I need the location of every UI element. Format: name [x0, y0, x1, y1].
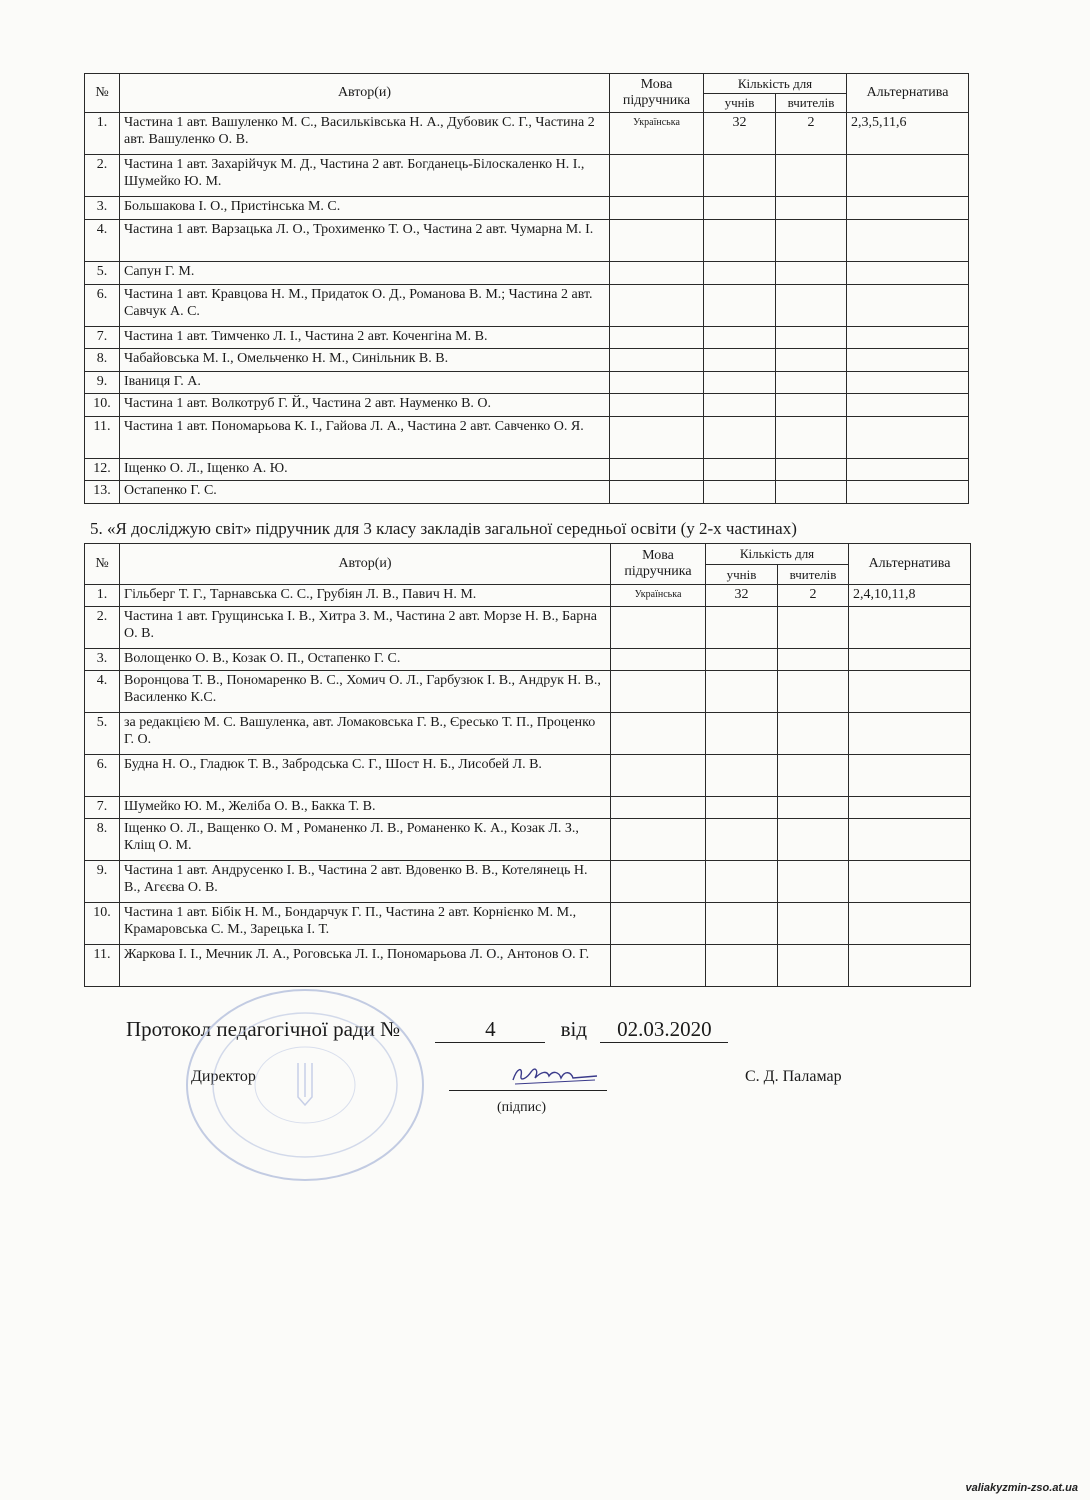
table-row: [85, 755, 971, 797]
row-number: 2.: [85, 155, 120, 197]
row-alternative: [847, 262, 969, 285]
row-alternative: [849, 755, 971, 797]
row-language: [610, 327, 704, 349]
row-number: 11.: [85, 945, 120, 987]
row-language: [610, 220, 704, 262]
row-students: [704, 327, 776, 349]
row-author: Частина 1 авт. Андрусенко І. В., Частина 2 авт. Вдовенко В. В., Котелянець Н. В., Агєєва О. В.: [120, 861, 611, 903]
row-number: 7.: [85, 327, 120, 349]
row-teachers: [778, 819, 849, 861]
protocol-date-label: від: [560, 1017, 588, 1041]
row-alternative: [847, 349, 969, 372]
row-language: [611, 671, 706, 713]
official-stamp-image: [180, 985, 430, 1185]
table-2-body: [85, 585, 971, 987]
row-teachers: [776, 220, 847, 262]
table-row: [85, 349, 969, 372]
row-author: Іваниця Г. А.: [120, 372, 610, 394]
row-alternative: [847, 285, 969, 327]
row-language: [610, 262, 704, 285]
row-teachers: 2: [776, 113, 847, 155]
textbook-table-2: [84, 543, 971, 987]
protocol-date: 02.03.2020: [600, 1017, 728, 1043]
row-alternative: [847, 220, 969, 262]
header-alternative: Альтернатива: [849, 544, 971, 585]
row-students: [704, 155, 776, 197]
table-row: [85, 649, 971, 671]
row-author: Частина 1 авт. Бібік Н. М., Бондарчук Г. П., Частина 2 авт. Корнієнко М. М., Крамаровська С. М., Зарецька І. Т.: [120, 903, 611, 945]
row-students: [704, 372, 776, 394]
row-author: Частина 1 авт. Кравцова Н. М., Придаток О. Д., Романова В. М.; Частина 2 авт. Савчук А. С.: [120, 285, 610, 327]
textbook-table-1: [84, 73, 969, 504]
row-students: [704, 417, 776, 459]
row-alternative: 2,3,5,11,6: [847, 113, 969, 155]
row-language: [611, 649, 706, 671]
row-alternative: [847, 459, 969, 481]
row-author: Волощенко О. В., Козак О. П., Остапенко Г. С.: [120, 649, 611, 671]
protocol-number: 4: [435, 1017, 545, 1043]
row-teachers: [776, 262, 847, 285]
row-teachers: [778, 755, 849, 797]
row-number: 10.: [85, 394, 120, 417]
table-row: [85, 585, 971, 607]
row-students: [706, 903, 778, 945]
row-students: [704, 262, 776, 285]
table-row: [85, 861, 971, 903]
row-number: 8.: [85, 349, 120, 372]
table-row: [85, 262, 969, 285]
row-students: [704, 459, 776, 481]
row-number: 3.: [85, 197, 120, 220]
section-5-title: 5. «Я досліджую світ» підручник для 3 класу закладів загальної середньої освіти (у 2-х частинах): [90, 519, 797, 538]
row-language: [611, 819, 706, 861]
row-number: 5.: [85, 713, 120, 755]
header-teachers: вчителів: [778, 565, 849, 585]
row-author: Частина 1 авт. Волкотруб Г. Й., Частина 2 авт. Науменко В. О.: [120, 394, 610, 417]
table-1-body: [85, 113, 969, 504]
row-alternative: [847, 394, 969, 417]
row-number: 5.: [85, 262, 120, 285]
row-author: Частина 1 авт. Тимченко Л. І., Частина 2 авт. Коченгіна М. В.: [120, 327, 610, 349]
row-author: Остапенко Г. С.: [120, 481, 610, 504]
row-number: 2.: [85, 607, 120, 649]
row-alternative: [849, 607, 971, 649]
row-number: 1.: [85, 585, 120, 607]
row-teachers: [776, 417, 847, 459]
row-number: 4.: [85, 671, 120, 713]
row-language: Українська: [610, 113, 704, 155]
row-alternative: [849, 713, 971, 755]
row-number: 12.: [85, 459, 120, 481]
protocol-label: Протокол педагогічної ради №: [126, 1017, 401, 1041]
row-number: 6.: [85, 285, 120, 327]
row-students: [706, 649, 778, 671]
row-teachers: 2: [778, 585, 849, 607]
row-teachers: [776, 327, 847, 349]
row-author: Частина 1 авт. Вашуленко М. С., Васильківська Н. А., Дубовик С. Г., Частина 2 авт. Вашуленко О. В.: [120, 113, 610, 155]
row-language: [610, 155, 704, 197]
row-teachers: [776, 372, 847, 394]
row-number: 8.: [85, 819, 120, 861]
director-name: С. Д. Паламар: [745, 1068, 842, 1085]
table-row: [85, 481, 969, 504]
table-row: [85, 394, 969, 417]
row-students: [706, 755, 778, 797]
row-language: [611, 861, 706, 903]
row-author: Частина 1 авт. Захарійчук М. Д., Частина 2 авт. Богданець-Білоскаленко Н. І., Шумейко Ю. М.: [120, 155, 610, 197]
header-students: учнів: [704, 94, 776, 113]
table-row: [85, 819, 971, 861]
row-number: 9.: [85, 372, 120, 394]
row-students: [704, 349, 776, 372]
row-students: [704, 220, 776, 262]
header-quantity: Кількість для: [706, 544, 849, 565]
row-number: 10.: [85, 903, 120, 945]
row-language: [610, 285, 704, 327]
table-row: [85, 372, 969, 394]
row-author: за редакцією М. С. Вашуленка, авт. Ломаковська Г. В., Єресько Т. П., Проценко Г. О.: [120, 713, 611, 755]
row-students: [706, 607, 778, 649]
row-teachers: [778, 903, 849, 945]
row-alternative: [847, 197, 969, 220]
header-num: №: [85, 74, 120, 113]
row-language: [610, 197, 704, 220]
watermark: valiakyzmin-zso.at.ua: [965, 1482, 1078, 1494]
director-title: Директор: [191, 1068, 256, 1085]
table-row: [85, 197, 969, 220]
row-students: [706, 945, 778, 987]
row-language: [611, 755, 706, 797]
row-number: 6.: [85, 755, 120, 797]
row-author: Гільберг Т. Г., Тарнавська С. С., Грубіян Л. В., Павич Н. М.: [120, 585, 611, 607]
row-alternative: [849, 671, 971, 713]
row-alternative: [849, 819, 971, 861]
row-language: [610, 417, 704, 459]
row-students: [704, 394, 776, 417]
row-alternative: [847, 372, 969, 394]
table-row: [85, 903, 971, 945]
row-alternative: [849, 861, 971, 903]
row-alternative: [849, 945, 971, 987]
row-students: [706, 819, 778, 861]
row-number: 3.: [85, 649, 120, 671]
row-number: 4.: [85, 220, 120, 262]
row-teachers: [776, 394, 847, 417]
row-author: Іщенко О. Л., Ващенко О. М , Романенко Л. В., Романенко К. А., Козак Л. З., Кліщ О. М.: [120, 819, 611, 861]
row-number: 11.: [85, 417, 120, 459]
row-teachers: [776, 481, 847, 504]
row-language: [611, 797, 706, 819]
row-language: [611, 945, 706, 987]
header-teachers: вчителів: [776, 94, 847, 113]
row-teachers: [776, 459, 847, 481]
row-author: Воронцова Т. В., Пономаренко В. С., Хомич О. Л., Гарбузюк І. В., Андрук Н. В., Василенко К.С.: [120, 671, 611, 713]
row-language: [611, 713, 706, 755]
row-language: [610, 372, 704, 394]
row-teachers: [776, 285, 847, 327]
row-teachers: [778, 671, 849, 713]
row-teachers: [776, 197, 847, 220]
row-students: [706, 861, 778, 903]
table-row: [85, 945, 971, 987]
row-students: [706, 713, 778, 755]
row-author: Іщенко О. Л., Іщенко А. Ю.: [120, 459, 610, 481]
row-language: [610, 459, 704, 481]
row-alternative: [849, 649, 971, 671]
row-language: [610, 481, 704, 504]
row-author: Будна Н. О., Гладюк Т. В., Забродська С. Г., Шост Н. Б., Лисобей Л. В.: [120, 755, 611, 797]
table-row: [85, 417, 969, 459]
row-students: [704, 197, 776, 220]
table-row: [85, 607, 971, 649]
row-author: Частина 1 авт. Пономарьова К. І., Гайова Л. А., Частина 2 авт. Савченко О. Я.: [120, 417, 610, 459]
row-teachers: [778, 797, 849, 819]
row-language: [610, 349, 704, 372]
row-number: 7.: [85, 797, 120, 819]
row-author: Частина 1 авт. Грущинська І. В., Хитра З. М., Частина 2 авт. Морзе Н. В., Барна О. В.: [120, 607, 611, 649]
row-author: Чабайовська М. І., Омельченко Н. М., Синільник В. В.: [120, 349, 610, 372]
header-alternative: Альтернатива: [847, 74, 969, 113]
row-students: 32: [706, 585, 778, 607]
table-row: [85, 155, 969, 197]
header-author: Автор(и): [120, 74, 610, 113]
row-alternative: [849, 797, 971, 819]
row-number: 13.: [85, 481, 120, 504]
table-row: [85, 285, 969, 327]
row-alternative: [847, 417, 969, 459]
header-language: Мова підручника: [610, 74, 704, 113]
row-number: 9.: [85, 861, 120, 903]
row-students: [704, 481, 776, 504]
row-teachers: [778, 649, 849, 671]
signature-line: [449, 1090, 607, 1091]
row-author: Шумейко Ю. М., Желіба О. В., Бакка Т. В.: [120, 797, 611, 819]
row-alternative: 2,4,10,11,8: [849, 585, 971, 607]
row-teachers: [778, 607, 849, 649]
row-language: [610, 394, 704, 417]
row-teachers: [778, 713, 849, 755]
row-teachers: [778, 861, 849, 903]
row-students: 32: [704, 113, 776, 155]
header-quantity: Кількість для: [704, 74, 847, 94]
row-alternative: [849, 903, 971, 945]
table-row: [85, 113, 969, 155]
row-language: [611, 903, 706, 945]
row-teachers: [776, 349, 847, 372]
table-row: [85, 327, 969, 349]
row-author: Большакова І. О., Пристінська М. С.: [120, 197, 610, 220]
signature-caption: (підпис): [497, 1100, 547, 1115]
header-language: Мова підручника: [611, 544, 706, 585]
header-author: Автор(и): [120, 544, 611, 585]
row-students: [706, 671, 778, 713]
header-students: учнів: [706, 565, 778, 585]
row-alternative: [847, 155, 969, 197]
row-students: [706, 797, 778, 819]
row-teachers: [776, 155, 847, 197]
table-row: [85, 671, 971, 713]
table-row: [85, 797, 971, 819]
row-teachers: [778, 945, 849, 987]
row-language: [611, 607, 706, 649]
signature-image: [505, 1058, 605, 1090]
row-alternative: [847, 481, 969, 504]
row-author: Жаркова І. І., Мечник Л. А., Роговська Л. І., Пономарьова Л. О., Антонов О. Г.: [120, 945, 611, 987]
row-alternative: [847, 327, 969, 349]
row-students: [704, 285, 776, 327]
table-row: [85, 713, 971, 755]
table-row: [85, 459, 969, 481]
table-row: [85, 220, 969, 262]
row-author: Частина 1 авт. Варзацька Л. О., Трохименко Т. О., Частина 2 авт. Чумарна М. І.: [120, 220, 610, 262]
row-number: 1.: [85, 113, 120, 155]
row-language: Українська: [611, 585, 706, 607]
row-author: Сапун Г. М.: [120, 262, 610, 285]
header-num: №: [85, 544, 120, 585]
